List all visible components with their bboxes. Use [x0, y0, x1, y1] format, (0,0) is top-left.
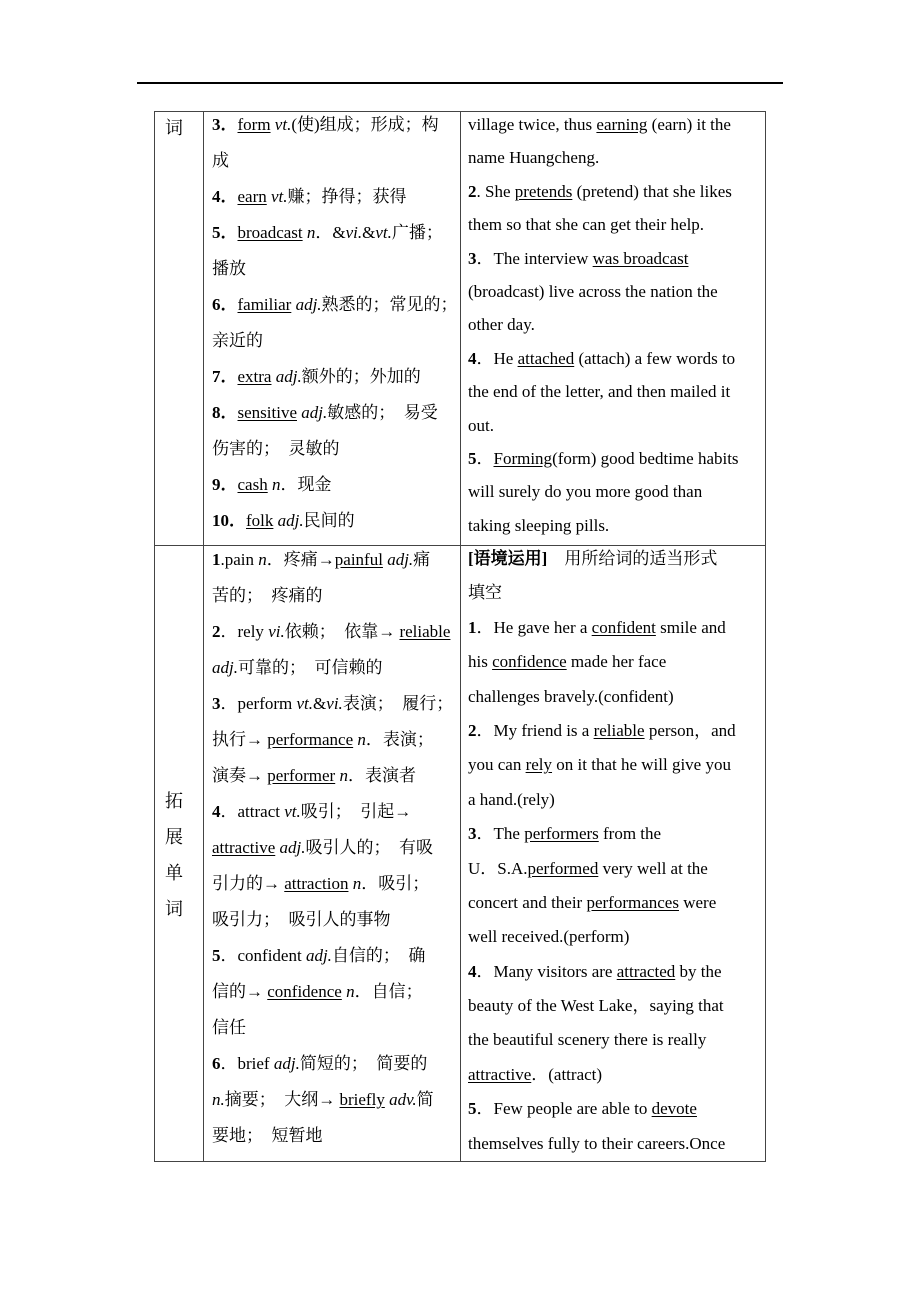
- text-line: [468, 413, 766, 446]
- text-segment: ．自信；: [354, 982, 423, 1001]
- text-segment: vi.: [326, 694, 343, 713]
- text-line: [212, 112, 460, 148]
- text-line: [212, 546, 460, 582]
- text-line: [468, 279, 766, 312]
- text-segment: vt.: [296, 694, 314, 713]
- text-line: [468, 615, 766, 649]
- text-line: [212, 472, 460, 508]
- text-segment: 信的→: [212, 982, 268, 1001]
- text-segment: adv.: [389, 1090, 417, 1109]
- text-segment: &: [362, 223, 376, 242]
- answer-word: folk: [246, 511, 274, 530]
- text-segment: 6: [212, 1054, 221, 1073]
- text-segment: ．He gave her a: [476, 617, 592, 637]
- text-line: [468, 212, 766, 245]
- text-segment: smile and: [655, 617, 726, 637]
- text-line: [212, 798, 460, 834]
- text-segment: the beautiful scenery there is really: [468, 1030, 707, 1050]
- text-line: [212, 508, 460, 544]
- text-segment: 自信的； 确: [331, 946, 426, 965]
- text-segment: ．表演者: [347, 766, 416, 785]
- text-segment: well received.(perform): [468, 927, 630, 947]
- text-segment: taking sleeping pills.: [468, 515, 610, 535]
- text-segment: adj.: [279, 838, 306, 857]
- answer-word: attached: [517, 348, 575, 368]
- row2-category-label: 拓展单词: [165, 791, 183, 920]
- text-segment: ．: [476, 448, 494, 468]
- answer-word: Forming: [493, 448, 553, 468]
- text-line: [212, 582, 460, 618]
- text-line: [468, 479, 766, 512]
- answer-word: reliable: [593, 720, 645, 740]
- text-line: [468, 346, 766, 379]
- answer-word: briefly: [339, 1090, 385, 1109]
- text-line: [468, 580, 766, 614]
- text-segment: 痛: [413, 550, 431, 569]
- text-segment: 8．: [212, 403, 238, 422]
- text-segment: adj.: [212, 658, 238, 677]
- text-segment: very well at the: [598, 858, 708, 878]
- text-segment: 3: [468, 824, 477, 844]
- text-segment: [语境运用]: [468, 549, 548, 568]
- text-segment: 伤害的； 灵敏的: [212, 439, 340, 458]
- text-segment: 9．: [212, 475, 238, 494]
- text-segment: village twice, thus: [468, 115, 597, 134]
- text-segment: (earn) it the: [647, 115, 731, 134]
- text-segment: ．现金: [280, 475, 332, 494]
- row1-exercises-cell: [461, 112, 766, 546]
- text-segment: 5．: [212, 223, 238, 242]
- answer-word: confidence: [492, 652, 567, 672]
- text-segment: 用所给词的适当形式: [547, 549, 718, 568]
- text-segment: his: [468, 652, 493, 672]
- answer-word: sensitive: [237, 403, 297, 422]
- row2-category-cell: [155, 546, 204, 1162]
- answer-word: painful: [334, 550, 383, 569]
- text-segment: &: [313, 694, 327, 713]
- text-segment: 5: [468, 1099, 477, 1119]
- text-line: [212, 942, 460, 978]
- text-segment: adj.: [387, 550, 414, 569]
- text-segment: n: [346, 982, 355, 1001]
- text-segment: 可靠的； 可信赖的: [237, 658, 383, 677]
- text-segment: 7．: [212, 367, 238, 386]
- text-line: [212, 220, 460, 256]
- answer-word: performances: [586, 892, 679, 912]
- text-segment: name Huangcheng.: [468, 148, 600, 168]
- text-segment: 1: [468, 617, 477, 637]
- text-segment: 简短的； 简要的: [299, 1054, 428, 1073]
- answer-word: attractive: [212, 838, 276, 857]
- text-line: [468, 379, 766, 412]
- text-segment: (attach) a few words to: [574, 348, 736, 368]
- text-line: [212, 1122, 460, 1158]
- text-segment: n: [258, 550, 267, 569]
- answer-word: attractive: [468, 1064, 532, 1084]
- text-line: [468, 752, 766, 786]
- text-segment: 赚；挣得；获得: [287, 187, 407, 206]
- text-segment: 4: [212, 802, 221, 821]
- text-segment: out.: [468, 415, 494, 435]
- text-line: [212, 148, 460, 184]
- text-segment: 民间的: [303, 511, 355, 530]
- answer-word: cash: [237, 475, 268, 494]
- text-line: [468, 246, 766, 279]
- text-segment: ．confident: [220, 946, 306, 965]
- text-segment: ．brief: [220, 1054, 274, 1073]
- text-segment: vt.: [271, 187, 288, 206]
- answer-word: confidence: [267, 982, 342, 1001]
- text-segment: 5: [212, 946, 221, 965]
- text-segment: 亲近的: [212, 331, 263, 350]
- text-line: [468, 1062, 766, 1096]
- text-line: [468, 112, 766, 145]
- text-segment: beauty of the West Lake，saying that: [468, 996, 724, 1016]
- text-segment: were: [678, 892, 717, 912]
- text-segment: adj.: [273, 1054, 300, 1073]
- answer-word: attracted: [616, 961, 676, 981]
- text-segment: 4: [468, 961, 477, 981]
- text-segment: 2: [468, 181, 477, 201]
- row1-category-label: 词: [165, 118, 183, 139]
- text-segment: ．rely: [220, 622, 269, 641]
- text-segment: 4．: [212, 187, 238, 206]
- text-line: [212, 870, 460, 906]
- text-line: [212, 184, 460, 220]
- text-line: [468, 546, 766, 580]
- answer-word: familiar: [237, 295, 292, 314]
- text-line: [212, 436, 460, 472]
- text-segment: adj.: [275, 367, 302, 386]
- text-segment: 填空: [468, 583, 502, 603]
- text-segment: . She: [476, 181, 515, 201]
- text-segment: (form) good bedtime habits: [552, 448, 739, 468]
- text-segment: 播放: [212, 259, 246, 278]
- answer-word: earning: [596, 115, 648, 134]
- text-segment: 成: [212, 151, 229, 170]
- text-segment: (pretend) that she likes: [572, 181, 732, 201]
- text-line: [212, 1086, 460, 1122]
- row1-words-cell: [204, 112, 461, 546]
- text-segment: vi.: [268, 622, 285, 641]
- answer-word: devote: [651, 1099, 697, 1119]
- text-segment: 2: [468, 720, 477, 740]
- text-segment: adj.: [305, 946, 332, 965]
- text-segment: 执行→: [212, 730, 268, 749]
- answer-word: reliable: [399, 622, 451, 641]
- text-segment: a hand.(rely): [468, 789, 555, 809]
- text-segment: ．&: [315, 223, 346, 242]
- text-segment: will surely do you more good than: [468, 482, 703, 502]
- text-segment: 熟悉的；常见的；: [321, 295, 458, 314]
- text-segment: n.: [212, 1090, 225, 1109]
- text-line: [212, 1050, 460, 1086]
- text-segment: vi.: [345, 223, 363, 242]
- row2-exercises-cell: [461, 546, 766, 1162]
- text-line: [468, 1027, 766, 1061]
- answer-word: performers: [524, 824, 599, 844]
- answer-word: broadcast: [237, 223, 303, 242]
- text-segment: 表演； 履行；: [342, 694, 454, 713]
- text-segment: ．The: [476, 824, 525, 844]
- text-line: [212, 762, 460, 798]
- text-line: [468, 959, 766, 993]
- text-line: [468, 145, 766, 178]
- text-segment: ．(attract): [531, 1064, 603, 1084]
- text-segment: U．S.A.: [468, 858, 528, 878]
- text-segment: 广播；: [391, 223, 443, 242]
- text-segment: the end of the letter, and then mailed it: [468, 382, 731, 402]
- text-segment: (使)组成；形成；构: [291, 115, 439, 134]
- text-line: [468, 821, 766, 855]
- text-line: [212, 834, 460, 870]
- text-segment: 要地； 短暂地: [212, 1126, 323, 1145]
- text-line: [468, 890, 766, 924]
- text-line: [468, 787, 766, 821]
- text-segment: ．perform: [220, 694, 297, 713]
- text-segment: person，and: [644, 720, 736, 740]
- text-segment: 摘要； 大纲→: [224, 1090, 340, 1109]
- text-segment: from the: [598, 824, 662, 844]
- text-segment: 吸引人的； 有吸: [305, 838, 433, 857]
- text-segment: n: [357, 730, 366, 749]
- text-segment: ．Few people are able to: [476, 1099, 652, 1119]
- text-segment: 简: [416, 1090, 434, 1109]
- text-line: [468, 446, 766, 479]
- text-segment: 依赖； 依靠→: [284, 622, 400, 641]
- text-segment: other day.: [468, 315, 535, 335]
- text-segment: 5: [468, 448, 477, 468]
- text-segment: .pain: [220, 550, 259, 569]
- text-segment: 4: [468, 348, 477, 368]
- text-line: [212, 726, 460, 762]
- text-segment: ．My friend is a: [476, 720, 594, 740]
- text-segment: n: [339, 766, 348, 785]
- text-line: [468, 718, 766, 752]
- text-segment: vt.: [274, 115, 292, 134]
- text-segment: n: [271, 475, 281, 494]
- text-segment: ．The interview: [476, 248, 593, 268]
- text-segment: by the: [675, 961, 722, 981]
- answer-word: was broadcast: [592, 248, 689, 268]
- text-segment: 敏感的； 易受: [327, 403, 438, 422]
- text-segment: 信任: [212, 1018, 246, 1037]
- text-line: [212, 400, 460, 436]
- text-segment: vt.: [375, 223, 392, 242]
- answer-word: performance: [267, 730, 354, 749]
- text-segment: 3: [212, 694, 221, 713]
- text-segment: 2: [212, 622, 221, 641]
- text-line: [468, 1096, 766, 1130]
- text-segment: ．吸引；: [361, 874, 430, 893]
- text-segment: 演奏→: [212, 766, 268, 785]
- text-segment: 1: [212, 550, 221, 569]
- row1-category-cell: [155, 112, 204, 546]
- text-segment: them so that she can get their help.: [468, 215, 705, 235]
- text-segment: ．疼痛→: [266, 550, 335, 569]
- text-line: [212, 690, 460, 726]
- text-line: [468, 1131, 766, 1162]
- text-line: [468, 649, 766, 683]
- answer-word: pretends: [514, 181, 573, 201]
- text-segment: 6．: [212, 295, 238, 314]
- answer-word: rely: [525, 755, 553, 775]
- text-line: [212, 292, 460, 328]
- text-segment: 引力的→: [212, 874, 285, 893]
- text-segment: on it that he will give you: [552, 755, 731, 775]
- text-segment: ．He: [476, 348, 518, 368]
- text-segment: adj.: [301, 403, 328, 422]
- text-segment: 吸引力； 吸引人的事物: [212, 910, 391, 929]
- text-segment: adj.: [277, 511, 304, 530]
- text-line: [212, 906, 460, 942]
- text-segment: vt.: [284, 802, 301, 821]
- text-line: [468, 856, 766, 890]
- vocabulary-table: [154, 111, 766, 1162]
- text-line: [468, 993, 766, 1027]
- row2-words-cell: [204, 546, 461, 1162]
- text-line: [468, 312, 766, 345]
- text-segment: 3: [468, 248, 477, 268]
- answer-word: performed: [527, 858, 599, 878]
- text-line: [212, 618, 460, 654]
- answer-word: extra: [237, 367, 272, 386]
- text-line: [468, 179, 766, 212]
- text-segment: themselves fully to their careers.Once: [468, 1133, 726, 1153]
- text-segment: adj.: [295, 295, 322, 314]
- text-segment: made her face: [566, 652, 667, 672]
- text-segment: (broadcast) live across the nation the: [468, 281, 718, 301]
- answer-word: performer: [267, 766, 336, 785]
- text-segment: n: [306, 223, 316, 242]
- text-line: [468, 513, 766, 546]
- text-line: [212, 364, 460, 400]
- text-segment: n: [352, 874, 362, 893]
- text-line: [212, 654, 460, 690]
- text-segment: ．Many visitors are: [476, 961, 617, 981]
- text-segment: 10．: [212, 511, 246, 530]
- text-segment: challenges bravely.(confident): [468, 686, 674, 706]
- text-segment: ．表演；: [365, 730, 434, 749]
- text-line: [468, 924, 766, 958]
- answer-word: attraction: [284, 874, 349, 893]
- text-line: [212, 328, 460, 364]
- text-line: [212, 256, 460, 292]
- answer-word: confident: [591, 617, 656, 637]
- text-segment: 3．: [212, 115, 238, 134]
- text-segment: 吸引； 引起→: [300, 802, 412, 821]
- text-line: [212, 1014, 460, 1050]
- text-segment: 苦的； 疼痛的: [212, 586, 323, 605]
- text-line: [212, 978, 460, 1014]
- header-rule: [137, 82, 783, 84]
- text-segment: concert and their: [468, 892, 587, 912]
- text-segment: you can: [468, 755, 526, 775]
- answer-word: earn: [237, 187, 267, 206]
- text-segment: 额外的；外加的: [301, 367, 421, 386]
- answer-word: form: [237, 115, 271, 134]
- text-segment: ．attract: [220, 802, 285, 821]
- text-line: [468, 684, 766, 718]
